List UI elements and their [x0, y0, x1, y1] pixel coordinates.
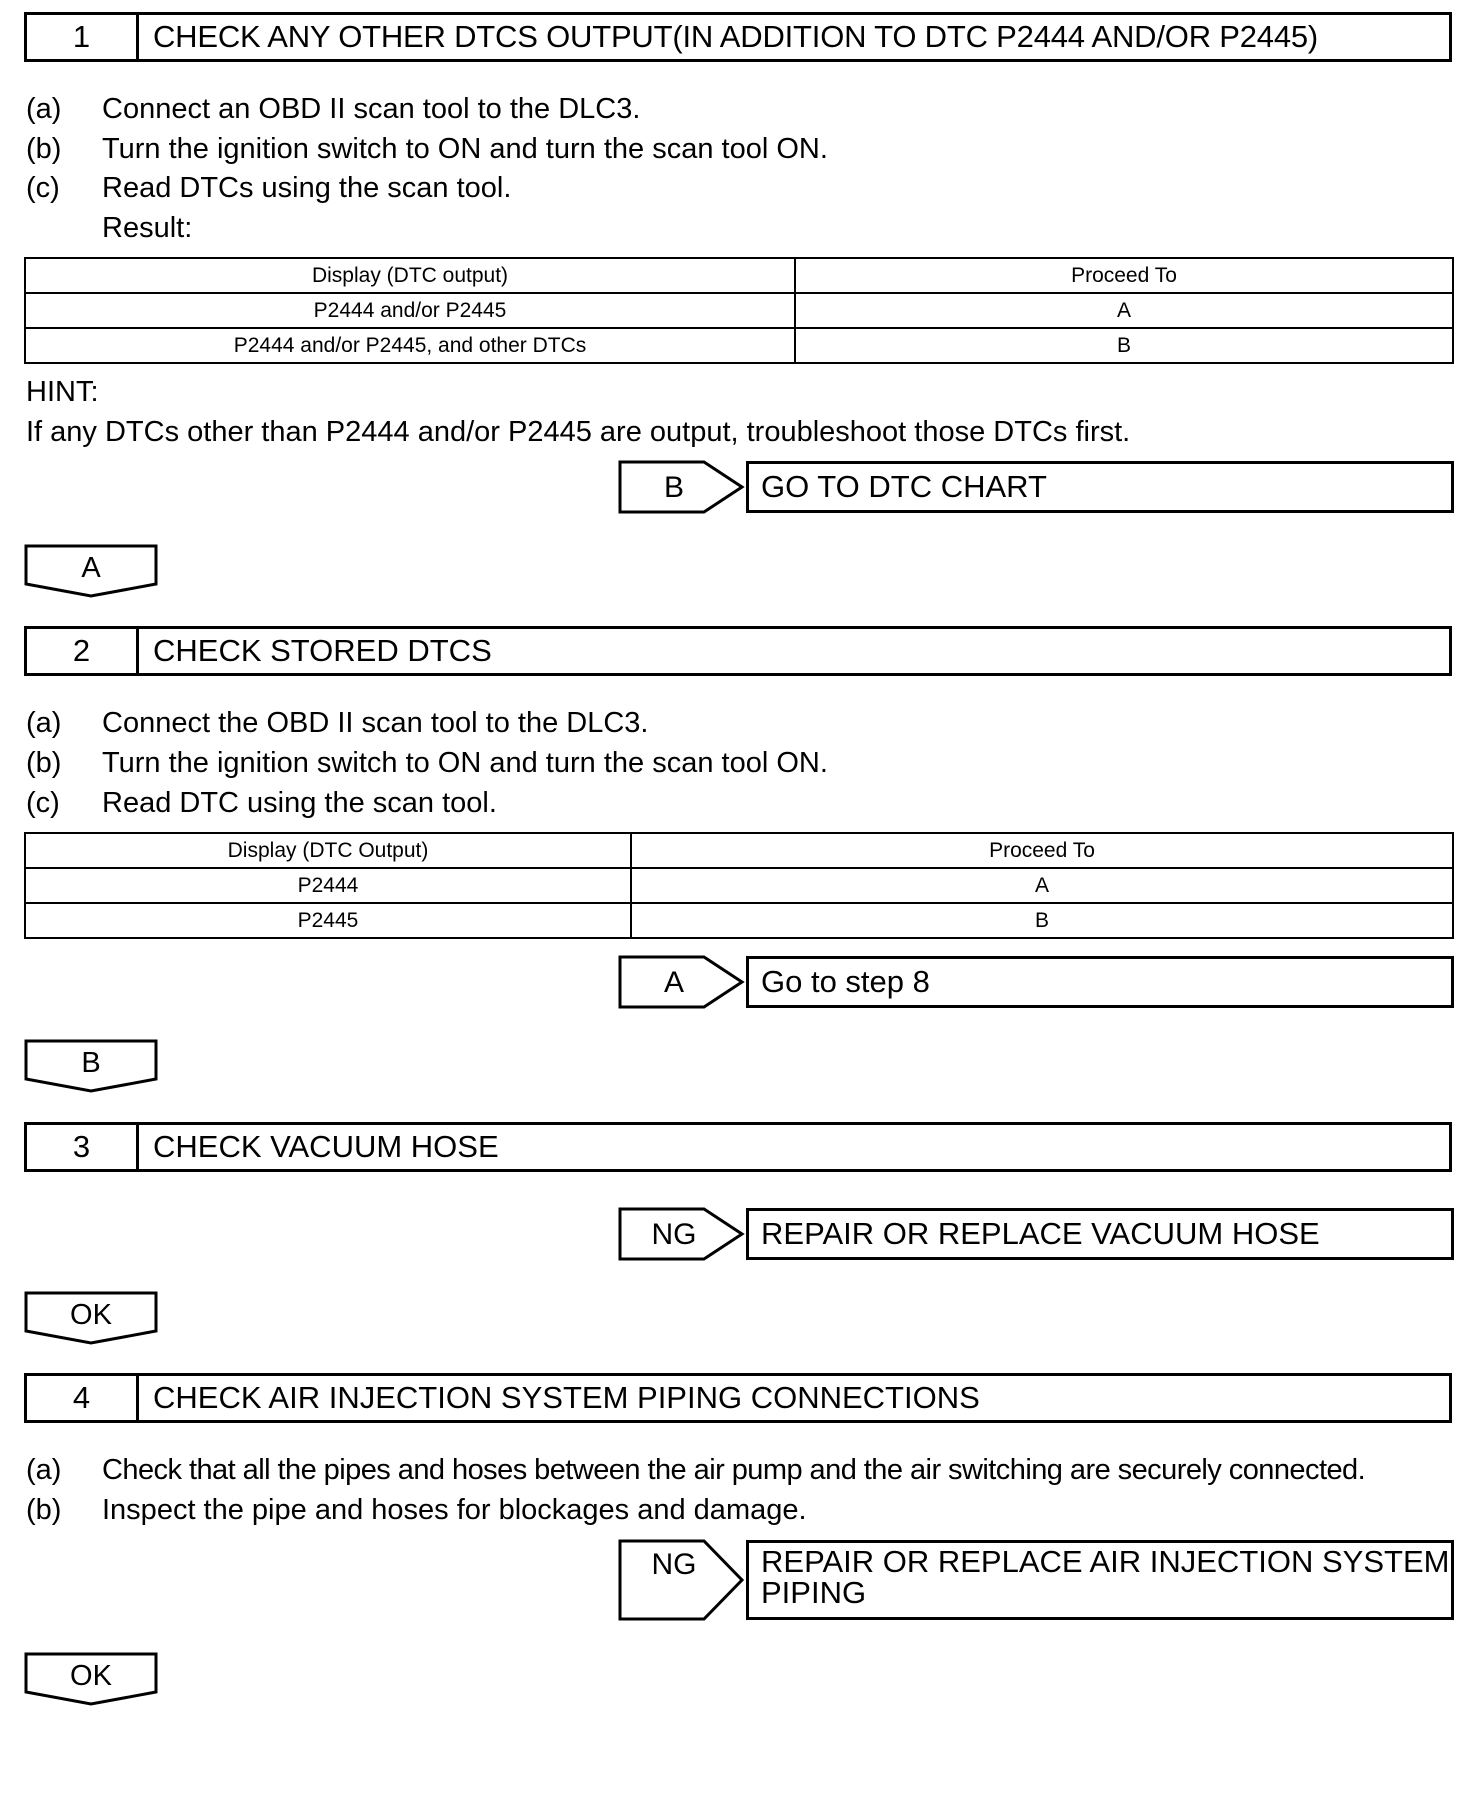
result-table	[24, 832, 1454, 939]
branch-code: B	[663, 471, 685, 504]
step-title: CHECK VACUUM HOSE	[153, 1129, 499, 1164]
table-row	[25, 328, 1453, 363]
branch-action-box: Go to step 8	[746, 956, 1454, 1008]
step-number: 4	[27, 1376, 139, 1420]
table-cell: P2444	[25, 868, 631, 903]
step-number: 2	[27, 629, 139, 673]
step-1-header	[24, 12, 1452, 62]
step-2-header	[24, 626, 1452, 676]
table-cell: A	[631, 868, 1453, 903]
table-header-row	[25, 258, 1453, 293]
step-3-header	[24, 1122, 1452, 1172]
step-title: CHECK STORED DTCS	[153, 633, 492, 668]
step-number: 3	[27, 1125, 139, 1169]
branch-action-line: PIPING	[761, 1575, 867, 1610]
table-header-cell: Proceed To	[795, 258, 1453, 293]
table-row	[25, 293, 1453, 328]
continue-code: A	[81, 552, 101, 584]
continue-arrow-b	[24, 1039, 158, 1095]
table-row	[25, 868, 1453, 903]
hint-text: If any DTCs other than P2444 and/or P2445 are output, troubleshoot those DTCs first.	[26, 416, 1131, 448]
continue-arrow-a	[24, 544, 158, 600]
branch-code: NG	[651, 1548, 697, 1581]
branch-action-line: REPAIR OR REPLACE AIR INJECTION SYSTEM	[761, 1544, 1450, 1579]
continue-code: OK	[70, 1660, 112, 1692]
step-number: 1	[27, 15, 139, 59]
continue-code: B	[81, 1047, 101, 1079]
step-title: CHECK ANY OTHER DTCS OUTPUT(IN ADDITION TO DTC P2444 AND/OR P2445)	[153, 19, 1319, 54]
table-row	[25, 903, 1453, 938]
step-4-header	[24, 1373, 1452, 1423]
result-table	[24, 257, 1454, 364]
continue-code: OK	[70, 1299, 112, 1331]
table-cell: A	[795, 293, 1453, 328]
table-cell: P2444 and/or P2445, and other DTCs	[25, 328, 795, 363]
branch-arrow-a	[618, 955, 746, 1009]
table-header-row	[25, 833, 1453, 868]
table-header-cell: Proceed To	[631, 833, 1453, 868]
branch-action-box	[746, 1540, 1454, 1620]
table-cell: B	[631, 903, 1453, 938]
hint-label: HINT:	[26, 376, 99, 408]
branch-action-box: REPAIR OR REPLACE VACUUM HOSE	[746, 1208, 1454, 1260]
branch-arrow-ng	[618, 1207, 746, 1261]
branch-arrow-b	[618, 460, 746, 514]
table-header-cell: Display (DTC output)	[25, 258, 795, 293]
table-header-cell: Display (DTC Output)	[25, 833, 631, 868]
branch-arrow-ng	[618, 1539, 746, 1621]
branch-code: A	[663, 966, 685, 999]
table-cell: P2445	[25, 903, 631, 938]
branch-action-box: GO TO DTC CHART	[746, 461, 1454, 513]
table-cell: P2444 and/or P2445	[25, 293, 795, 328]
result-label: Result:	[102, 212, 193, 244]
continue-arrow-ok	[24, 1652, 158, 1708]
table-cell: B	[795, 328, 1453, 363]
step-title: CHECK AIR INJECTION SYSTEM PIPING CONNECTIONS	[153, 1380, 980, 1415]
continue-arrow-ok	[24, 1291, 158, 1347]
branch-code: NG	[651, 1218, 697, 1251]
